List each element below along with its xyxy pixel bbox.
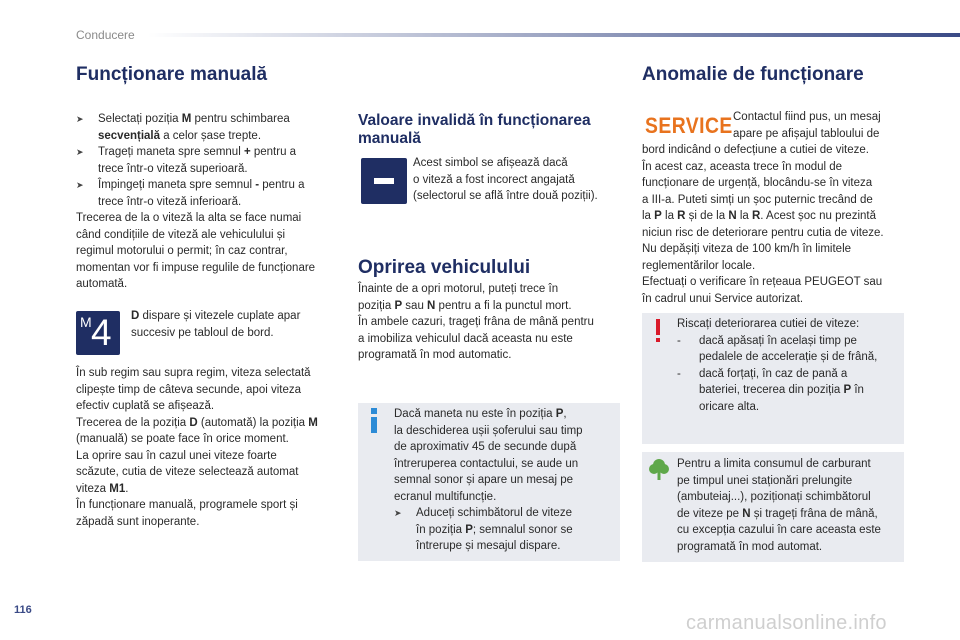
malfunction-text: Contactul fiind pus, un mesaj apare pe afișajul tabloului de bord indicând o defecțiune a cutiei de viteze. În acest caz, aceasta trece în modul de funcționare de urgență, blocându-se în viteza a III-a. Puteti simți un șoc puternic trecând de la P la R și de la N la R. Acest șoc nu prezintă niciun risc de deteriorare pentru cutia de viteze. Nu depășiți viteza de 100 km/h în limitele reglementărilor locale. Efectuați o verificare în rețeaua PEUGEOT sau în cadrul unui Service autorizat.: [642, 111, 884, 305]
list-item: - dacă apăsați în același timp pe pedalele de accelerație și de frână,: [677, 334, 878, 363]
bullet-item: ➤ Trageți maneta spre semnul + pentru a trece într-o viteză superioară.: [76, 146, 297, 175]
invalid-value-title: Valoare invalidă în funcționarea manuală: [358, 112, 591, 147]
bullet-marker-icon: ➤: [394, 508, 402, 518]
warning-box-text: Riscați deteriorarea cutiei de viteze: - dacă apăsați în același timp pe pedalele de accelerație și de frână, - dacă forțați, în caz de pană a bateriei, trecerea din poziția P în oricare alta.: [677, 316, 901, 415]
shift-rules-paragraph: Trecerea de la o viteză la alta se face numai când condițiile de viteză ale vehiculului și regimul motorului o permit; în caz contrar, momentan vor fi impuse regulile de funcționare automată.: [76, 212, 316, 290]
info-icon: [367, 408, 381, 434]
bullet-item: ➤ Împingeți maneta spre semnul - pentru a trece într-o viteză inferioară.: [76, 179, 305, 208]
header-divider: [148, 33, 960, 37]
watermark: carmanualsonline.info: [686, 612, 887, 634]
malfunction-title: Anomalie de funcționare: [642, 64, 864, 85]
bullet-item: ➤ Aduceți schimbătorul de viteze în poziția P; semnalul sonor se întrerupe și mesajul dispare.: [394, 507, 573, 552]
gear-display-note: D dispare și vitezele cuplate apar succesiv pe tabloul de bord.: [131, 310, 301, 339]
bullet-item: ➤ Selectați poziția M pentru schimbarea secvențială a celor șase trepte.: [76, 113, 290, 142]
section-label: Conducere: [76, 28, 135, 42]
list-item: - dacă forțați, în caz de pană a bateriei, trecerea din poziția P în oricare alta.: [677, 367, 864, 413]
warning-box: [642, 313, 904, 444]
service-warning-icon: SERVICE: [645, 113, 733, 138]
manual-mode-instructions: [76, 111, 346, 293]
bullet-marker-icon: ➤: [76, 180, 84, 190]
eco-tree-icon: [647, 457, 671, 481]
info-box: [358, 403, 620, 561]
info-box-text: Dacă maneta nu este în poziția P, la deschiderea ușii șoferului sau timp de aproximativ 45 de secunde după întreruperea contactului, se aude un semnal sonor și apare un mesaj pe ecranul multifuncție. ➤ Aduceți schimbătorul de viteze în poziția P; semnalul sonor se întrerupe și mesajul dispare.: [394, 406, 616, 555]
invalid-value-text: Acest simbol se afișează dacă o viteză a fost incorect angajată (selectorul se află între două poziții).: [413, 157, 598, 202]
regime-paragraph: În sub regim sau supra regim, viteza selectată clipește timp de câteva secunde, apoi viteza efectiv cuplată se afișează. Trecerea de la poziția D (automată) la poziția M (manuală) se poate face în orice moment. La oprire sau în cazul unei viteze foarte scăzute, cutia de viteze selectează automat viteza M1. În funcționare manuală, programele sport și zăpadă sunt inoperante.: [76, 367, 318, 528]
vehicle-stop-text: Înainte de a opri motorul, puteți trece în poziția P sau N pentru a fi la punctul mort. În ambele cazuri, trageți frâna de mână pentru a imobiliza vehiculul dacă aceasta nu este programată în mod automatic.: [358, 283, 594, 361]
eco-tip-text: Pentru a limita consumul de carburant pe timpul unei staționări prelungite (ambuteiaj...), poziționați schimbătorul de viteze pe N și trageți frâna de mână, cu excepția cazului în care aceasta este programată în mod automat.: [677, 458, 881, 553]
bullet-marker-icon: ➤: [76, 114, 84, 124]
invalid-gear-minus-icon: [361, 158, 407, 204]
eco-tip-box: [642, 452, 904, 562]
vehicle-stop-title: Oprirea vehiculului: [358, 257, 531, 278]
gear-display-m4-icon: M 4: [76, 311, 120, 355]
bullet-marker-icon: ➤: [76, 147, 84, 157]
page-number: 116: [14, 604, 32, 616]
warning-exclamation-icon: [653, 319, 663, 343]
manual-mode-title: Funcționare manuală: [76, 64, 268, 85]
